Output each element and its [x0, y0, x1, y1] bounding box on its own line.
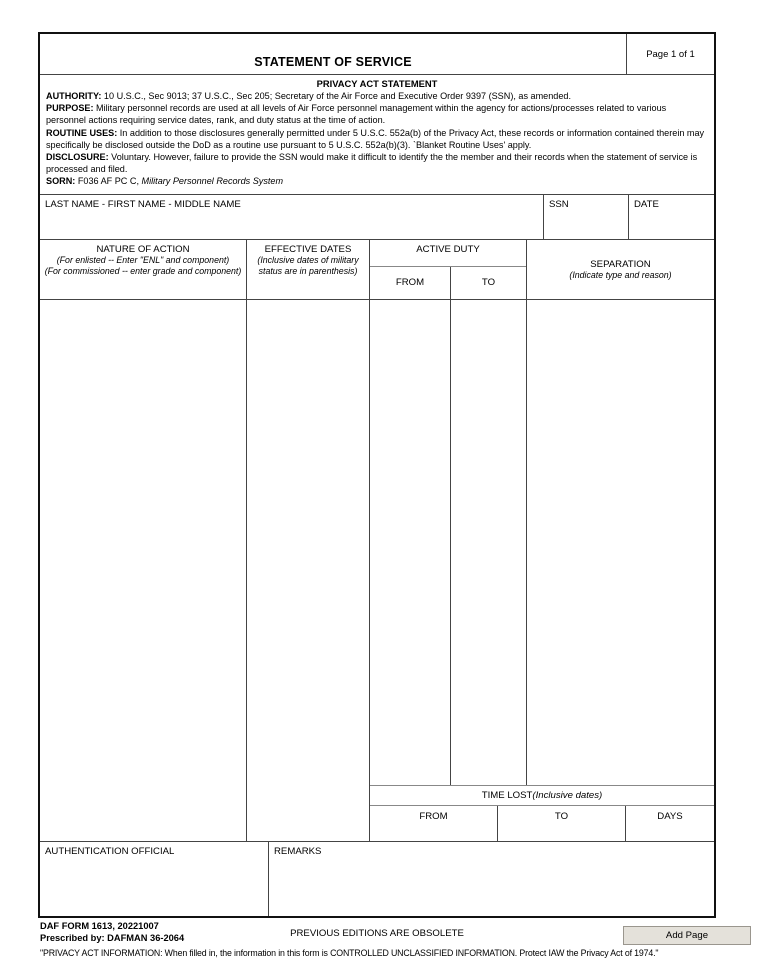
time-lost-to-label: TO [554, 810, 569, 822]
time-lost-heading [370, 786, 714, 805]
privacy-act-statement [40, 75, 714, 195]
purpose-label: PURPOSE: [46, 103, 94, 114]
date-cell[interactable] [629, 195, 714, 239]
identity-row [40, 195, 714, 239]
time-lost-days-entry-area[interactable] [626, 827, 714, 842]
time-lost-days-label: DAYS [657, 810, 683, 822]
statement-of-service-form [38, 32, 716, 918]
effective-dates-entry-area[interactable] [247, 300, 369, 842]
date-label: DATE [634, 199, 659, 210]
effective-dates-title: EFFECTIVE DATES [264, 244, 352, 255]
authentication-official-label: AUTHENTICATION OFFICIAL [45, 846, 175, 857]
purpose-text: Military personnel records are used at all levels of Air Force personnel management within the agency for actions/processes related to various personnel actions requiring service dates, rank, and duty status at the time of action. [46, 103, 667, 126]
sorn-label: SORN: [46, 176, 76, 187]
active-duty-from-entry-area[interactable] [370, 300, 450, 786]
add-page-button[interactable]: Add Page [623, 926, 751, 945]
authority-text: 10 U.S.C., Sec 9013; 37 U.S.C., Sec 205; Secretary of the Air Force and Executive Order 9397 (SSN), as amended. [101, 91, 571, 101]
nature-of-action-sub-1: (For enlisted -- Enter "ENL" and component) [56, 255, 230, 266]
separation-sub: (Indicate type and reason) [569, 269, 672, 280]
col-header-active-duty-to: TO [481, 277, 496, 289]
active-duty-title: ACTIVE DUTY [416, 244, 480, 255]
nature-of-action-entry-area[interactable] [40, 300, 246, 842]
routine-uses-text: In addition to those disclosures generally permitted under 5 U.S.C. 552a(b) of the Privacy Act, these records or information contained therein may specifically be disclosed outside the DoD as a routine use pursuant to 5 U.S.C. 552a(b)(3). `Blanket Routine Uses' apply. [46, 127, 705, 150]
col-header-effective-dates [247, 240, 369, 299]
disclosure-label: DISCLOSURE: [46, 152, 109, 163]
time-lost-title: TIME LOST [481, 790, 533, 801]
routine-uses-label: ROUTINE USES: [46, 127, 118, 138]
nature-of-action-sub-2: (For commissioned -- enter grade and component) [44, 266, 242, 276]
remarks-cell[interactable] [269, 842, 714, 916]
ssn-cell[interactable] [544, 195, 628, 239]
col-header-separation [527, 240, 714, 299]
table-header [40, 240, 714, 299]
separation-entry-area[interactable] [527, 300, 714, 786]
form-header-row [40, 34, 714, 74]
form-id: DAF FORM 1613, 20221007 [40, 921, 159, 931]
page-title: STATEMENT OF SERVICE [254, 55, 412, 69]
table-body [40, 300, 714, 851]
disclosure-text: Voluntary. However, failure to provide the SSN would make it difficult to identify the the member and their records when the statement of service is processed and filed. [46, 152, 698, 175]
effective-dates-sub: (Inclusive dates of military status are in parenthesis) [257, 255, 359, 276]
name-label: LAST NAME - FIRST NAME - MIDDLE NAME [45, 199, 241, 210]
remarks-label: REMARKS [274, 846, 322, 857]
separation-title: SEPARATION [590, 258, 651, 270]
nature-of-action-title: NATURE OF ACTION [96, 244, 190, 255]
previous-editions-notice: PREVIOUS EDITIONS ARE OBSOLETE [290, 928, 464, 939]
authentication-official-cell[interactable] [40, 842, 268, 916]
time-lost-to-entry-area[interactable] [498, 827, 625, 842]
privacy-act-heading: PRIVACY ACT STATEMENT [316, 78, 438, 89]
cui-privacy-notice: "PRIVACY ACT INFORMATION: When filled in, the information in this form is CONTROLLED UNCLASSIFIED INFORMATION. Protect IAW the Privacy Act of 1974." [40, 948, 659, 958]
col-header-active-duty [370, 240, 526, 266]
privacy-act-body [46, 90, 708, 188]
col-header-nature-of-action [40, 240, 246, 299]
sorn-text: F036 AF PC C, [75, 176, 142, 187]
authority-label: AUTHORITY: [46, 91, 102, 101]
time-lost-from-entry-area[interactable] [370, 827, 497, 842]
col-header-active-duty-from: FROM [395, 277, 425, 289]
ssn-label: SSN [549, 199, 569, 210]
form-footer [38, 921, 716, 947]
name-cell[interactable] [40, 195, 543, 239]
time-lost-from-label: FROM [419, 810, 448, 822]
authentication-remarks-row [40, 842, 714, 916]
active-duty-to-entry-area[interactable] [451, 300, 526, 786]
time-lost-subtitle: (Inclusive dates) [532, 790, 603, 801]
page-indicator: Page 1 of 1 [646, 48, 695, 60]
sorn-system-name: Military Personnel Records System [141, 176, 284, 187]
prescribed-by: Prescribed by: DAFMAN 36-2064 [40, 932, 185, 943]
